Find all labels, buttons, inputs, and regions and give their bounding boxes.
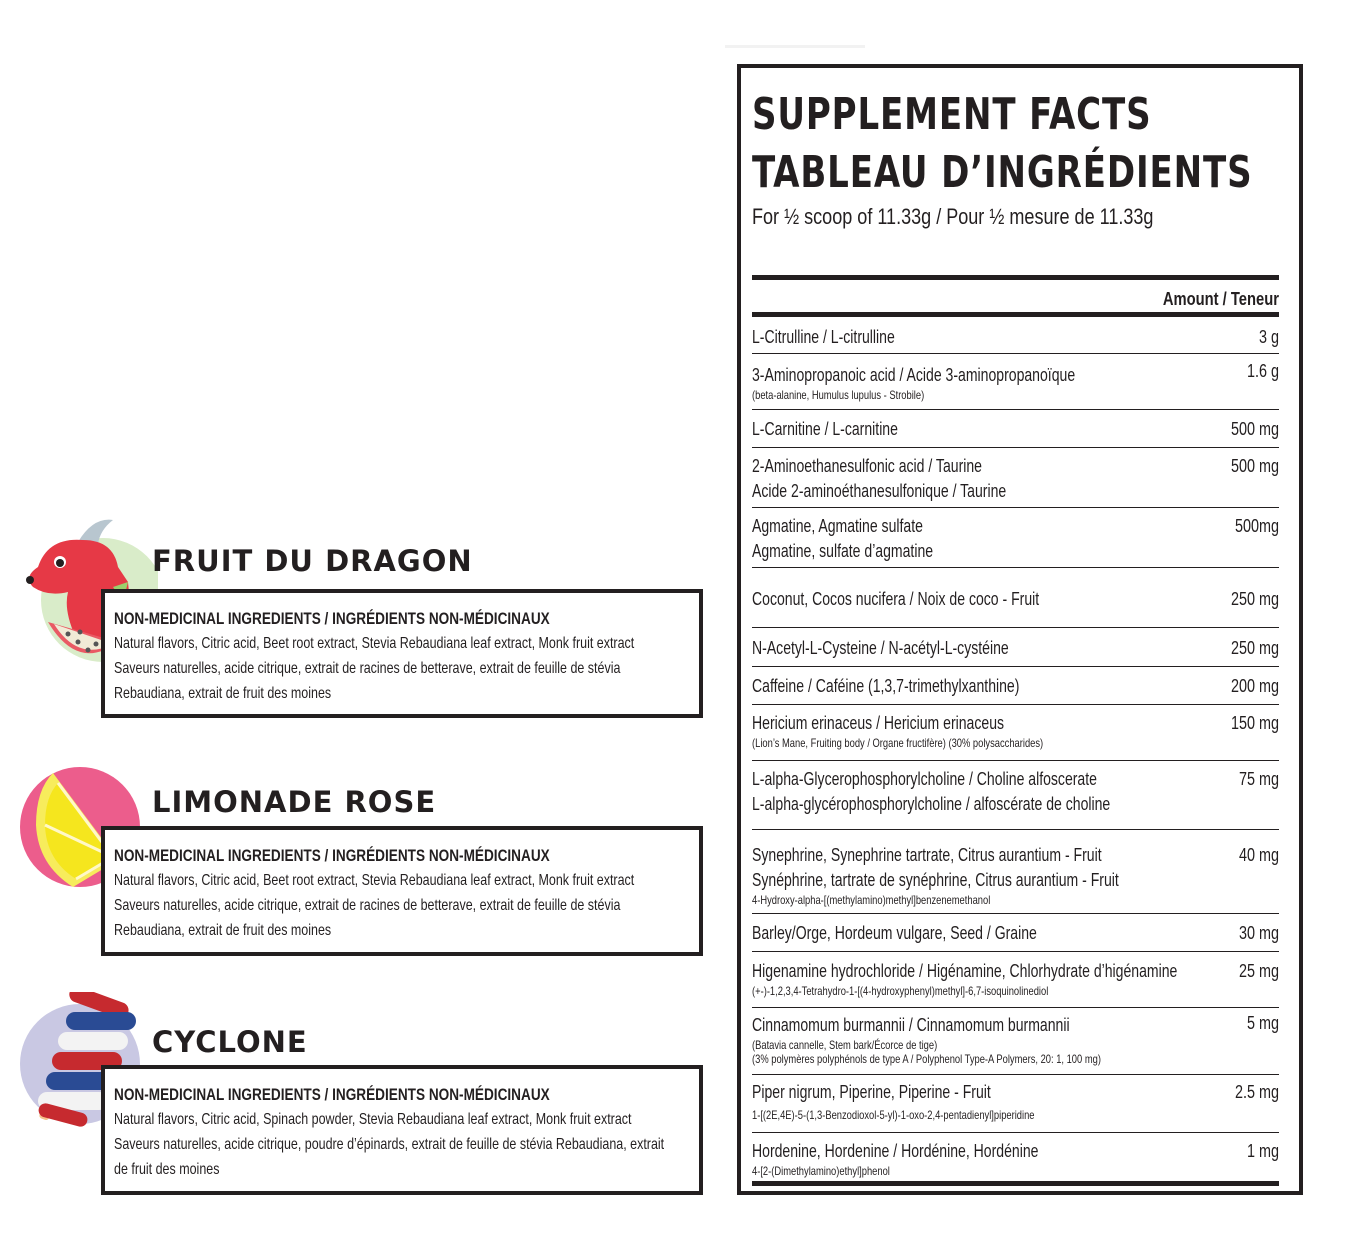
ingredient-table [752,317,1279,1186]
ingredient-name: Caffeine / Caféine (1,3,7-trimethylxanthine) [752,676,1020,696]
ingredient-name: Piper nigrum, Piperine, Piperine - Fruit [752,1082,991,1102]
ingredients-box [101,1065,703,1195]
ingredients-line: Saveurs naturelles, acide citrique, extrait de racines de betterave, extrait de feuille de stévia [114,897,621,914]
ingredient-detail: (Batavia cannelle, Stem bark/Écorce de tige) [752,1038,938,1052]
ingredients-line: Rebaudiana, extrait de fruit des moines [114,685,332,702]
serving-size: For ½ scoop of 11.33g / Pour ½ mesure de 11.33g [752,204,1154,229]
amount: 40 mg [1238,845,1279,865]
ingredients-line: Rebaudiana, extrait de fruit des moines [114,922,332,939]
facts-title-fr: TABLEAU D’INGRÉDIENTS [752,147,1253,198]
ingredient-detail: 1-[(2E,4E)-5-(1,3-Benzodioxol-5-yl)-1-oxo-2,4-pentadienyl]piperidine [752,1108,1035,1122]
table-row [752,1133,1279,1186]
amount: 200 mg [1230,676,1279,696]
amount: 75 mg [1238,769,1279,789]
decorative-line [725,45,865,48]
ingredients-box [101,826,703,956]
flavor-block-dragon-fruit [0,512,710,722]
amount: 250 mg [1230,589,1279,609]
amount: 250 mg [1230,638,1279,658]
ingredient-detail: 4-Hydroxy-alpha-[(methylamino)methyl]benzenemethanol [752,893,991,907]
amount-column-header: Amount / Teneur [1162,289,1279,309]
ingredient-detail: (+-)-1,2,3,4-Tetrahydro-1-[(4-hydroxyphenyl)methyl]-6,7-isoquinolinediol [752,984,1049,998]
amount: 3 g [1258,327,1279,347]
table-row [752,568,1279,628]
table-row [752,354,1279,410]
table-row [752,508,1279,568]
ingredients-heading: NON-MEDICINAL INGREDIENTS / INGRÉDIENTS NON-MÉDICINAUX [114,846,550,865]
ingredients-heading: NON-MEDICINAL INGREDIENTS / INGRÉDIENTS NON-MÉDICINAUX [114,609,550,628]
ingredients-line: Saveurs naturelles, acide citrique, poudre d’épinards, extrait de feuille de stévia Rebaudiana, extrait [114,1136,665,1153]
ingredient-name: 3-Aminopropanoic acid / Acide 3-aminopropanoïque [752,365,1076,385]
table-row [752,667,1279,705]
ingredients-line: Natural flavors, Citric acid, Beet root extract, Stevia Rebaudiana leaf extract, Monk fruit extract [114,872,635,889]
ingredient-name: Barley/Orge, Hordeum vulgare, Seed / Graine [752,923,1037,943]
ingredient-name: 2-Aminoethanesulfonic acid / Taurine [752,456,982,476]
ingredient-name: L-Citrulline / L-citrulline [752,327,895,347]
ingredient-name: Hericium erinaceus / Hericium erinaceus [752,713,1005,733]
flavor-block-cyclone [0,992,710,1197]
amount: 25 mg [1238,961,1279,981]
ingredient-name: Cinnamomum burmannii / Cinnamomum burmannii [752,1015,1070,1035]
ingredients-box [101,589,703,718]
amount: 150 mg [1230,713,1279,733]
table-row [752,761,1279,830]
ingredient-name: Agmatine, Agmatine sulfate [752,516,923,536]
ingredient-name-fr: Synéphrine, tartrate de synéphrine, Citrus aurantium - Fruit [752,870,1119,890]
amount: 1 mg [1246,1141,1279,1161]
table-row [752,830,1279,914]
ingredient-name: N-Acetyl-L-Cysteine / N-acétyl-L-cystéine [752,638,1009,658]
ingredients-line: Saveurs naturelles, acide citrique, extrait de racines de betterave, extrait de feuille de stévia [114,660,621,677]
ingredient-name-fr: Agmatine, sulfate d’agmatine [752,541,934,561]
table-row [752,448,1279,508]
supplement-facts-panel [737,64,1303,1195]
table-row [752,1008,1279,1075]
ingredients-line: Natural flavors, Citric acid, Spinach powder, Stevia Rebaudiana leaf extract, Monk fruit extract [114,1111,632,1128]
ingredient-detail: 4-[2-(Dimethylamino)ethyl]phenol [752,1164,890,1178]
ingredients-line: de fruit des moines [114,1161,220,1178]
ingredient-name: Synephrine, Synephrine tartrate, Citrus aurantium - Fruit [752,845,1102,865]
flavor-block-pink-lemonade [0,765,710,960]
ingredient-name: L-alpha-Glycerophosphorylcholine / Choline alfoscerate [752,769,1097,789]
table-row [752,952,1279,1008]
table-row [752,1075,1279,1133]
table-row [752,317,1279,354]
ingredient-name: Hordenine, Hordenine / Hordénine, Hordénine [752,1141,1039,1161]
ingredient-name: L-Carnitine / L-carnitine [752,419,898,439]
facts-title-en: SUPPLEMENT FACTS [752,89,1152,140]
amount: 5 mg [1246,1013,1279,1033]
table-row [752,914,1279,952]
ingredient-detail: (3% polymères polyphénols de type A / Polyphenol Type-A Polymers, 20: 1, 100 mg) [752,1052,1101,1066]
flavor-name: CYCLONE [152,1025,308,1059]
ingredient-detail: (Lion’s Mane, Fruiting body / Organe fructifère) (30% polysaccharides) [752,736,1044,750]
amount: 500 mg [1230,419,1279,439]
ingredient-name: Coconut, Cocos nucifera / Noix de coco - Fruit [752,589,1040,609]
amount: 2.5 mg [1234,1082,1279,1102]
table-row [752,628,1279,667]
amount: 1.6 g [1246,361,1279,381]
flavor-name: LIMONADE ROSE [152,785,437,819]
amount: 500 mg [1230,456,1279,476]
ingredient-name-fr: L-alpha-glycérophosphorylcholine / alfoscérate de choline [752,794,1111,814]
table-row [752,705,1279,761]
table-row [752,410,1279,448]
ingredients-line: Natural flavors, Citric acid, Beet root extract, Stevia Rebaudiana leaf extract, Monk fruit extract [114,635,635,652]
amount: 30 mg [1238,923,1279,943]
ingredient-detail: (beta-alanine, Humulus lupulus - Strobile) [752,388,925,402]
ingredient-name-fr: Acide 2-aminoéthanesulfonique / Taurine [752,481,1007,501]
amount: 500mg [1234,516,1279,536]
ingredient-name: Higenamine hydrochloride / Higénamine, Chlorhydrate d’higénamine [752,961,1178,981]
ingredients-heading: NON-MEDICINAL INGREDIENTS / INGRÉDIENTS NON-MÉDICINAUX [114,1085,550,1104]
flavor-name: FRUIT DU DRAGON [152,544,473,578]
